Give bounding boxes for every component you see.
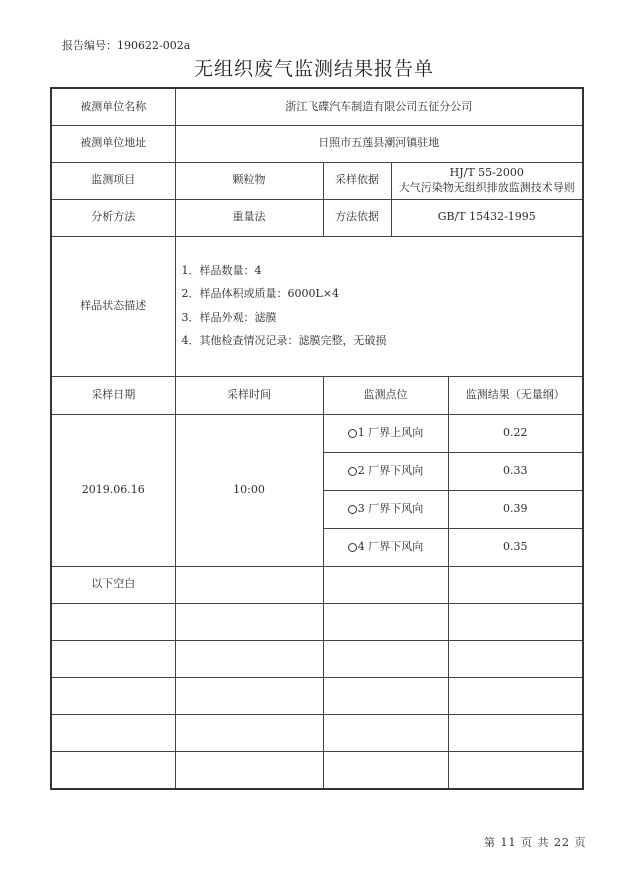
empty-cell bbox=[51, 640, 175, 677]
method-basis-label: 方法依据 bbox=[323, 199, 391, 236]
page-title: 无组织废气监测结果报告单 bbox=[193, 58, 434, 80]
result-row bbox=[323, 490, 583, 528]
address-value: 日照市五莲县潮河镇驻地 bbox=[175, 125, 583, 162]
analysis-label: 分析方法 bbox=[51, 199, 175, 236]
empty-cell bbox=[51, 714, 175, 751]
sample-label: 样品状态描述 bbox=[51, 236, 175, 376]
table-row bbox=[51, 236, 583, 376]
empty-cell bbox=[175, 640, 323, 677]
table-row bbox=[51, 88, 583, 125]
empty-cell bbox=[175, 714, 323, 751]
table-row bbox=[51, 714, 583, 751]
result-row bbox=[323, 414, 583, 452]
basis-label: 采样依据 bbox=[323, 162, 391, 199]
point-label: 2 厂界下风向 bbox=[357, 463, 424, 477]
result-row bbox=[323, 528, 583, 566]
basis-value-line-1: HJ/T 55-2000 bbox=[449, 166, 524, 180]
table-row bbox=[51, 125, 583, 162]
report-number: 报告编号：190622-002a bbox=[62, 39, 191, 52]
empty-cell bbox=[175, 677, 323, 714]
empty-cell bbox=[51, 603, 175, 640]
table-row bbox=[51, 566, 583, 603]
sample-date: 2019.06.16 bbox=[51, 414, 175, 566]
empty-cell bbox=[51, 751, 175, 789]
table-row bbox=[51, 199, 583, 236]
point-cell bbox=[324, 529, 449, 566]
item-value: 颗粒物 bbox=[175, 162, 323, 199]
point-cell bbox=[324, 453, 449, 490]
empty-cell bbox=[175, 603, 323, 640]
table-row bbox=[51, 414, 583, 452]
table-row bbox=[51, 162, 583, 199]
item-label: 监测项目 bbox=[51, 162, 175, 199]
page-number: 第 11 页 共 22 页 bbox=[484, 836, 587, 849]
header-date: 采样日期 bbox=[51, 376, 175, 414]
circle-icon bbox=[348, 505, 357, 514]
sample-time: 10:00 bbox=[175, 414, 323, 566]
header-point: 监测点位 bbox=[324, 377, 449, 414]
empty-cell bbox=[175, 751, 323, 789]
result-value: 0.33 bbox=[503, 463, 528, 477]
sample-line: 4．其他检查情况记录：滤膜完整，无破损 bbox=[181, 333, 387, 347]
point-label: 1 厂界上风向 bbox=[357, 425, 424, 439]
blank-label: 以下空白 bbox=[51, 566, 175, 603]
table-row bbox=[51, 677, 583, 714]
circle-icon bbox=[348, 429, 357, 438]
table-row bbox=[51, 751, 583, 789]
table-row bbox=[51, 376, 583, 414]
basis-value-line-2: 大气污染物无组织排放监测技术导则 bbox=[398, 180, 575, 194]
header-time: 采样时间 bbox=[175, 376, 323, 414]
point-label: 3 厂界下风向 bbox=[357, 501, 424, 515]
point-label: 4 厂界下风向 bbox=[357, 539, 424, 553]
result-value: 0.35 bbox=[503, 539, 528, 553]
result-value: 0.39 bbox=[503, 501, 528, 515]
address-label: 被测单位地址 bbox=[51, 125, 175, 162]
empty-cell bbox=[51, 677, 175, 714]
point-cell bbox=[324, 491, 449, 528]
empty-cell bbox=[323, 677, 583, 714]
point-cell bbox=[324, 415, 449, 452]
sample-line: 3．样品外观：滤膜 bbox=[181, 310, 277, 324]
unit-value: 浙江飞碟汽车制造有限公司五征分公司 bbox=[175, 88, 583, 125]
empty-cell bbox=[323, 714, 583, 751]
sample-line: 2．样品体积或质量：6000L×4 bbox=[181, 287, 340, 301]
empty-cell bbox=[323, 603, 583, 640]
table-row bbox=[51, 640, 583, 677]
empty-cell bbox=[323, 640, 583, 677]
empty-cell bbox=[323, 566, 583, 603]
sample-description bbox=[175, 236, 583, 376]
method-basis-value: GB/T 15432-1995 bbox=[391, 199, 583, 236]
basis-value bbox=[391, 162, 583, 199]
analysis-value: 重量法 bbox=[175, 199, 323, 236]
result-value: 0.22 bbox=[503, 425, 528, 439]
result-row bbox=[323, 452, 583, 490]
circle-icon bbox=[348, 467, 357, 476]
circle-icon bbox=[348, 543, 357, 552]
report-table bbox=[50, 87, 584, 790]
header-result: 监测结果（无量纲） bbox=[465, 387, 565, 401]
empty-cell bbox=[175, 566, 323, 603]
empty-cell bbox=[323, 751, 583, 789]
unit-label: 被测单位名称 bbox=[51, 88, 175, 125]
table-row bbox=[51, 603, 583, 640]
sample-line: 1．样品数量：4 bbox=[181, 263, 262, 277]
header-point-result bbox=[323, 376, 583, 414]
